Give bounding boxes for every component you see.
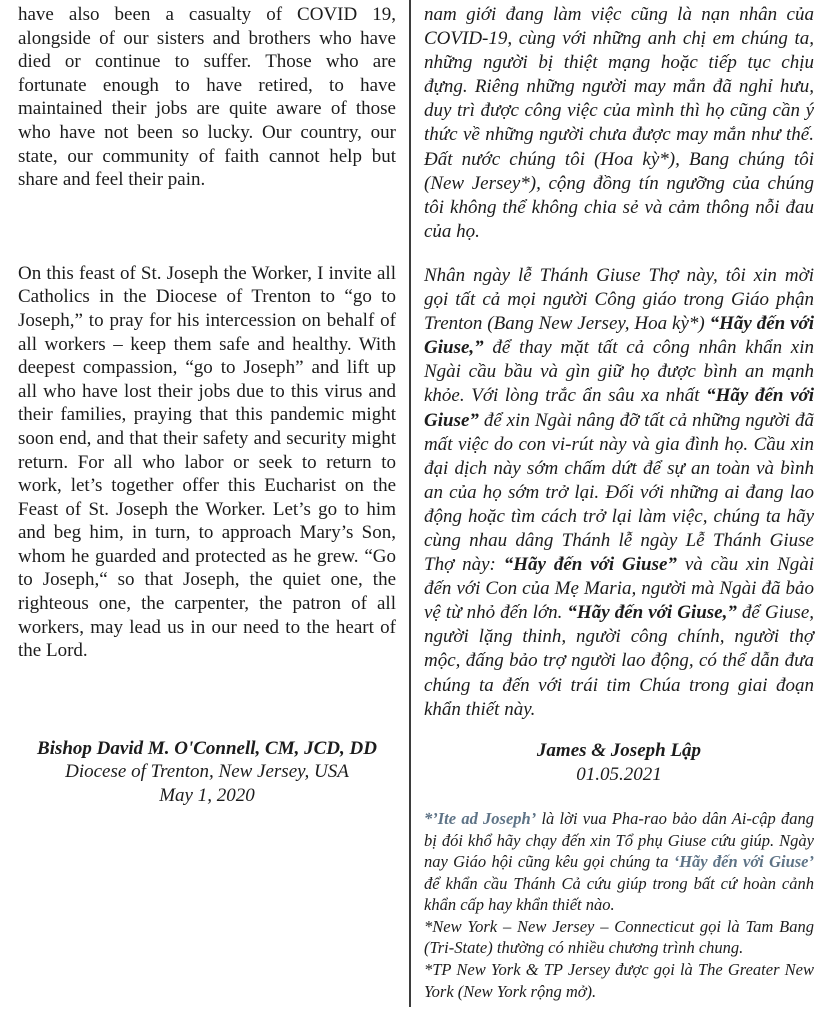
vi-segment-bold-go-to-joseph: “Hãy đến với Giuse,” bbox=[567, 602, 737, 624]
left-column-english bbox=[18, 3, 396, 808]
vi-signature-date: 01.05.2021 bbox=[576, 763, 662, 785]
vi-segment: Nhân ngày lễ Thánh Giuse Thợ này, tôi xin mời gọi tất cả mọi người Công giáo trong Giáo phận Trenton (Bang New Jersey, Hoa kỳ*) bbox=[424, 264, 814, 335]
footnote-accent-hay-den-voi-giuse: ‘Hãy đến với Giuse’ bbox=[673, 852, 814, 872]
right-column-vietnamese bbox=[424, 3, 814, 1002]
footnote-tri-state: *New York – New Jersey – Connecticut gọi là Tam Bang (Tri-State) thường có nhiều chương trình chung. bbox=[424, 916, 814, 958]
footnotes-block bbox=[424, 808, 814, 1002]
footnote-greater-new-york: *TP New York & TP Jersey được gọi là The Greater New York (New York rộng mở). bbox=[424, 960, 814, 1001]
en-signature-org: Diocese of Trenton, New Jersey, USA bbox=[65, 761, 349, 783]
footnote-segment: là lời vua Pha-rao bảo dân Ai-cập đang bị đói khổ hãy chạy đến xin Tổ phụ Giuse cứu giúp. Ngày nay Giáo hội cũng kêu gọi chúng ta bbox=[424, 808, 814, 872]
footnote-segment: để khẩn cầu Thánh Cả cứu giúp trong bất cứ hoàn cảnh khẩn cấp hay khẩn thiết nào. bbox=[424, 873, 814, 915]
vi-paragraph-covid-casualty: nam giới đang làm việc cũng là nạn nhân của COVID-19, cùng với những anh chị em chúng ta, những người bị thiệt mạng hoặc tiếp tục chịu đựng. Riêng những người may mắn đã nghỉ hưu, duy trì được công việc của mình thì họ cũng cần ý thức về những người chưa được may mắn như thế. Đất nước chúng tôi (Hoa kỳ*), Bang chúng tôi (New Jersey*), cộng đồng tín ngưỡng của chúng tôi không thể không chia sẻ và cảm thông nỗi đau của họ. bbox=[424, 4, 814, 242]
vi-segment: để xin Ngài nâng đỡ tất cả những người đã mất việc do con vi-rút này và gia đình họ. Cầu xin đại dịch này sớm chấm dứt để sự an toàn và bình an của họ sớm trở lại. Đối với những ai đang lao động hoặc tìm cách trở lại làm việc, chúng ta hãy cùng nhau dâng Thánh lễ ngày Lễ Thánh Giuse Thợ này: bbox=[424, 409, 814, 576]
vi-signature-block bbox=[424, 739, 814, 787]
vi-segment: để thay mặt tất cả công nhân khẩn xin Ngài cầu bầu và gìn giữ họ được bình an mạnh khỏe. Với lòng trắc ẩn sâu xa nhất bbox=[424, 337, 814, 407]
en-paragraph-covid-casualty: have also been a casualty of COVID 19, alongside of our sisters and brothers who have died or continue to suffer. Those who are fortunate enough to have retired, to have maintained their jobs are quite aware of those who have not been so lucky. Our country, our state, our community of faith cannot help but share and feel their pain. bbox=[18, 4, 396, 191]
en-signature-name: Bishop David M. O'Connell, CM, JCD, DD bbox=[37, 737, 377, 759]
vi-segment-bold-go-to-joseph: “Hãy đến với Giuse” bbox=[424, 385, 814, 431]
vi-segment: để Giuse, người lặng thinh, người công chính, người thợ mộc, đấng bảo trợ người lao động, có thể dẫn đưa chúng ta đến với trái tim Chúa trong giai đoạn khẩn thiết này. bbox=[424, 602, 815, 720]
en-signature-block bbox=[18, 737, 396, 808]
vi-signature-name: James & Joseph Lập bbox=[536, 739, 702, 761]
column-divider-rule bbox=[409, 0, 411, 1007]
vi-segment-bold-go-to-joseph: “Hãy đến với Giuse” bbox=[503, 554, 677, 576]
vi-segment-bold-go-to-joseph: “Hãy đến với Giuse,” bbox=[424, 313, 814, 359]
vi-segment: và cầu xin Ngài đến với Con của Mẹ Maria, người mà Ngài đã bảo vệ từ nhỏ đến lớn. bbox=[424, 554, 815, 624]
footnote-ite-ad-joseph bbox=[424, 808, 814, 916]
footnote-accent-ite-ad-joseph: *’Ite ad Joseph’ bbox=[424, 808, 537, 828]
en-signature-date: May 1, 2020 bbox=[159, 785, 255, 807]
en-paragraph-feast-invitation: On this feast of St. Joseph the Worker, I invite all Catholics in the Diocese of Trenton to “go to Joseph,” to pray for his intercession on behalf of all workers – keep them safe and healthy. With deepest compassion, “go to Joseph” and lift up all who have lost their jobs due to this virus and their families, praying that this pandemic might soon end, and that their safety and security might return. For all who labor or seek to return to work, let’s together offer this Eucharist on the Feast of St. Joseph the Worker. Let’s go to him and beg him, in turn, to approach Mary’s Son, whom he guarded and protected as he grew. “Go to Joseph,“ so that Joseph, the quiet one, the righteous one, the carpenter, the patron of all workers, may lead us in our need to the heart of the Lord. bbox=[18, 262, 396, 662]
vi-paragraph-feast-invitation bbox=[424, 264, 814, 722]
